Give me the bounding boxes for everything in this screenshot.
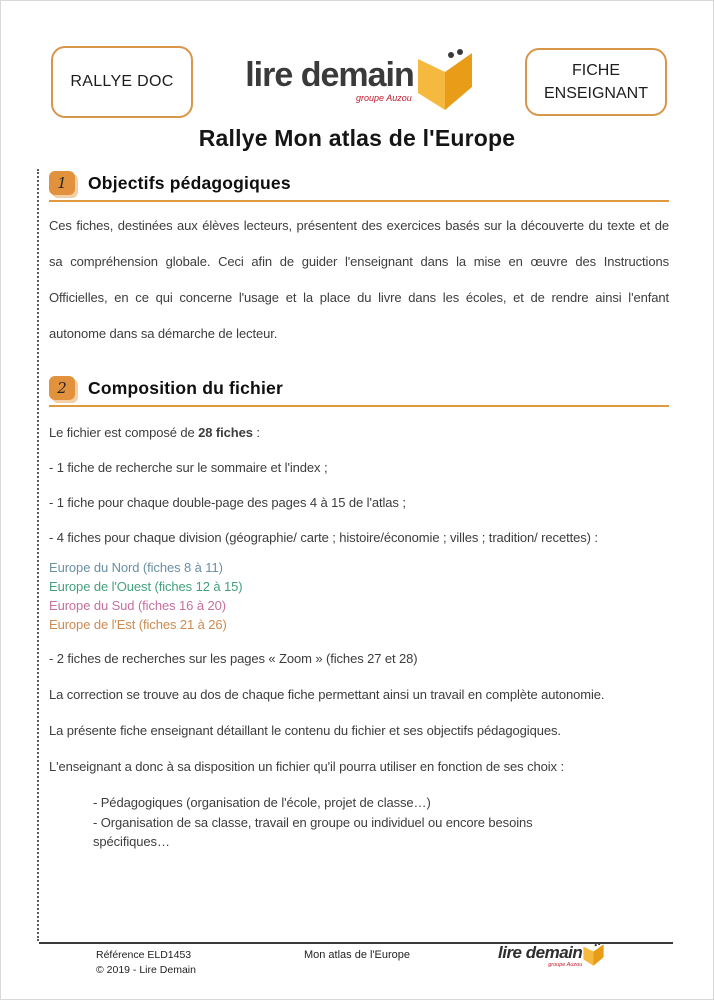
sub-list-item: - Organisation de sa classe, travail en groupe ou individuel ou encore besoins spécifiques… <box>93 814 533 849</box>
footer-copyright: © 2019 - Lire Demain <box>96 964 196 976</box>
paragraph: L'enseignant a donc à sa disposition un fichier qu'il pourra utiliser en fonction de ses choix : <box>49 759 564 774</box>
section-1-title: Objectifs pédagogiques <box>88 172 291 193</box>
brand-logo <box>245 50 473 117</box>
europe-est-line: Europe de l'Est (fiches 21 à 26) <box>49 617 227 632</box>
header <box>51 46 667 118</box>
open-book-icon <box>417 48 473 117</box>
footer-doc-title: Mon atlas de l'Europe <box>303 949 411 961</box>
intro-line <box>49 423 669 442</box>
zoom-pages-item: - 2 fiches de recherches sur les pages « Zoom » (fiches 27 et 28) <box>49 651 418 666</box>
brand-logo-subtext: groupe Auzou <box>356 93 412 103</box>
footer-brand-logo-text: lire demain <box>498 943 583 962</box>
open-book-icon-small <box>583 942 604 972</box>
list-item: - 1 fiche pour chaque double-page des pages 4 à 15 de l'atlas ; <box>49 495 406 510</box>
margin-dotted-line <box>37 169 39 941</box>
intro-suffix: : <box>252 425 260 440</box>
paragraph: La correction se trouve au dos de chaque fiche permettant ainsi un travail en complète autonomie. <box>49 687 605 702</box>
fiche-enseignant-badge <box>525 48 667 116</box>
section-1 <box>49 171 669 352</box>
brand-logo-textwrap <box>245 58 414 103</box>
fiche-label-line2: ENSEIGNANT <box>543 85 648 102</box>
section-1-body: Ces fiches, destinées aux élèves lecteurs, présentent des exercices basés sur la découverte du texte et de sa compréhension globale. Ceci afin de guider l'enseignant dans la mise en œuvre des Instructions Officielles, en ce qui concerne l'usage et la place du livre dans les écoles, et de rendre ainsi l'enfant autonome dans sa démarche de lecteur. <box>49 218 669 341</box>
europe-group-list <box>49 558 669 634</box>
intro-bold: 28 fiches <box>198 425 253 440</box>
footer-brand-logo-subtext: groupe Auzou <box>548 962 583 968</box>
section-2-number-badge: 2 <box>49 376 75 400</box>
list-item: - 4 fiches pour chaque division (géographie/ carte ; histoire/économie ; villes ; tradition/ recettes) : <box>49 530 598 545</box>
paragraph: La présente fiche enseignant détaillant le contenu du fichier et ses objectifs pédagogiques. <box>49 723 561 738</box>
choices-sub-list <box>93 793 563 852</box>
section-1-number-badge: 1 <box>49 171 75 195</box>
europe-ouest-line: Europe de l'Ouest (fiches 12 à 15) <box>49 579 243 594</box>
brand-logo-text: lire demain <box>245 56 414 94</box>
footer-brand-textwrap <box>498 944 582 968</box>
section-2-title: Composition du fichier <box>88 377 283 398</box>
content <box>49 171 669 852</box>
section-2-heading <box>49 376 669 407</box>
footer-brand-logo <box>498 942 604 972</box>
rallye-doc-badge <box>51 46 193 118</box>
footer-reference: Référence ELD1453 <box>96 949 192 961</box>
fiche-label-line1: FICHE <box>571 61 620 79</box>
europe-sud-line: Europe du Sud (fiches 16 à 20) <box>49 598 226 613</box>
list-item: - 1 fiche de recherche sur le sommaire et l'index ; <box>49 460 328 475</box>
rallye-doc-label: RALLYE DOC <box>70 73 174 90</box>
page-title: Rallye Mon atlas de l'Europe <box>198 125 516 151</box>
section-1-heading <box>49 171 669 202</box>
intro-prefix: Le fichier est composé de <box>49 425 199 440</box>
section-2 <box>49 376 669 852</box>
europe-nord-line: Europe du Nord (fiches 8 à 11) <box>49 560 223 575</box>
sub-list-item: - Pédagogiques (organisation de l'école, projet de classe…) <box>93 795 431 810</box>
